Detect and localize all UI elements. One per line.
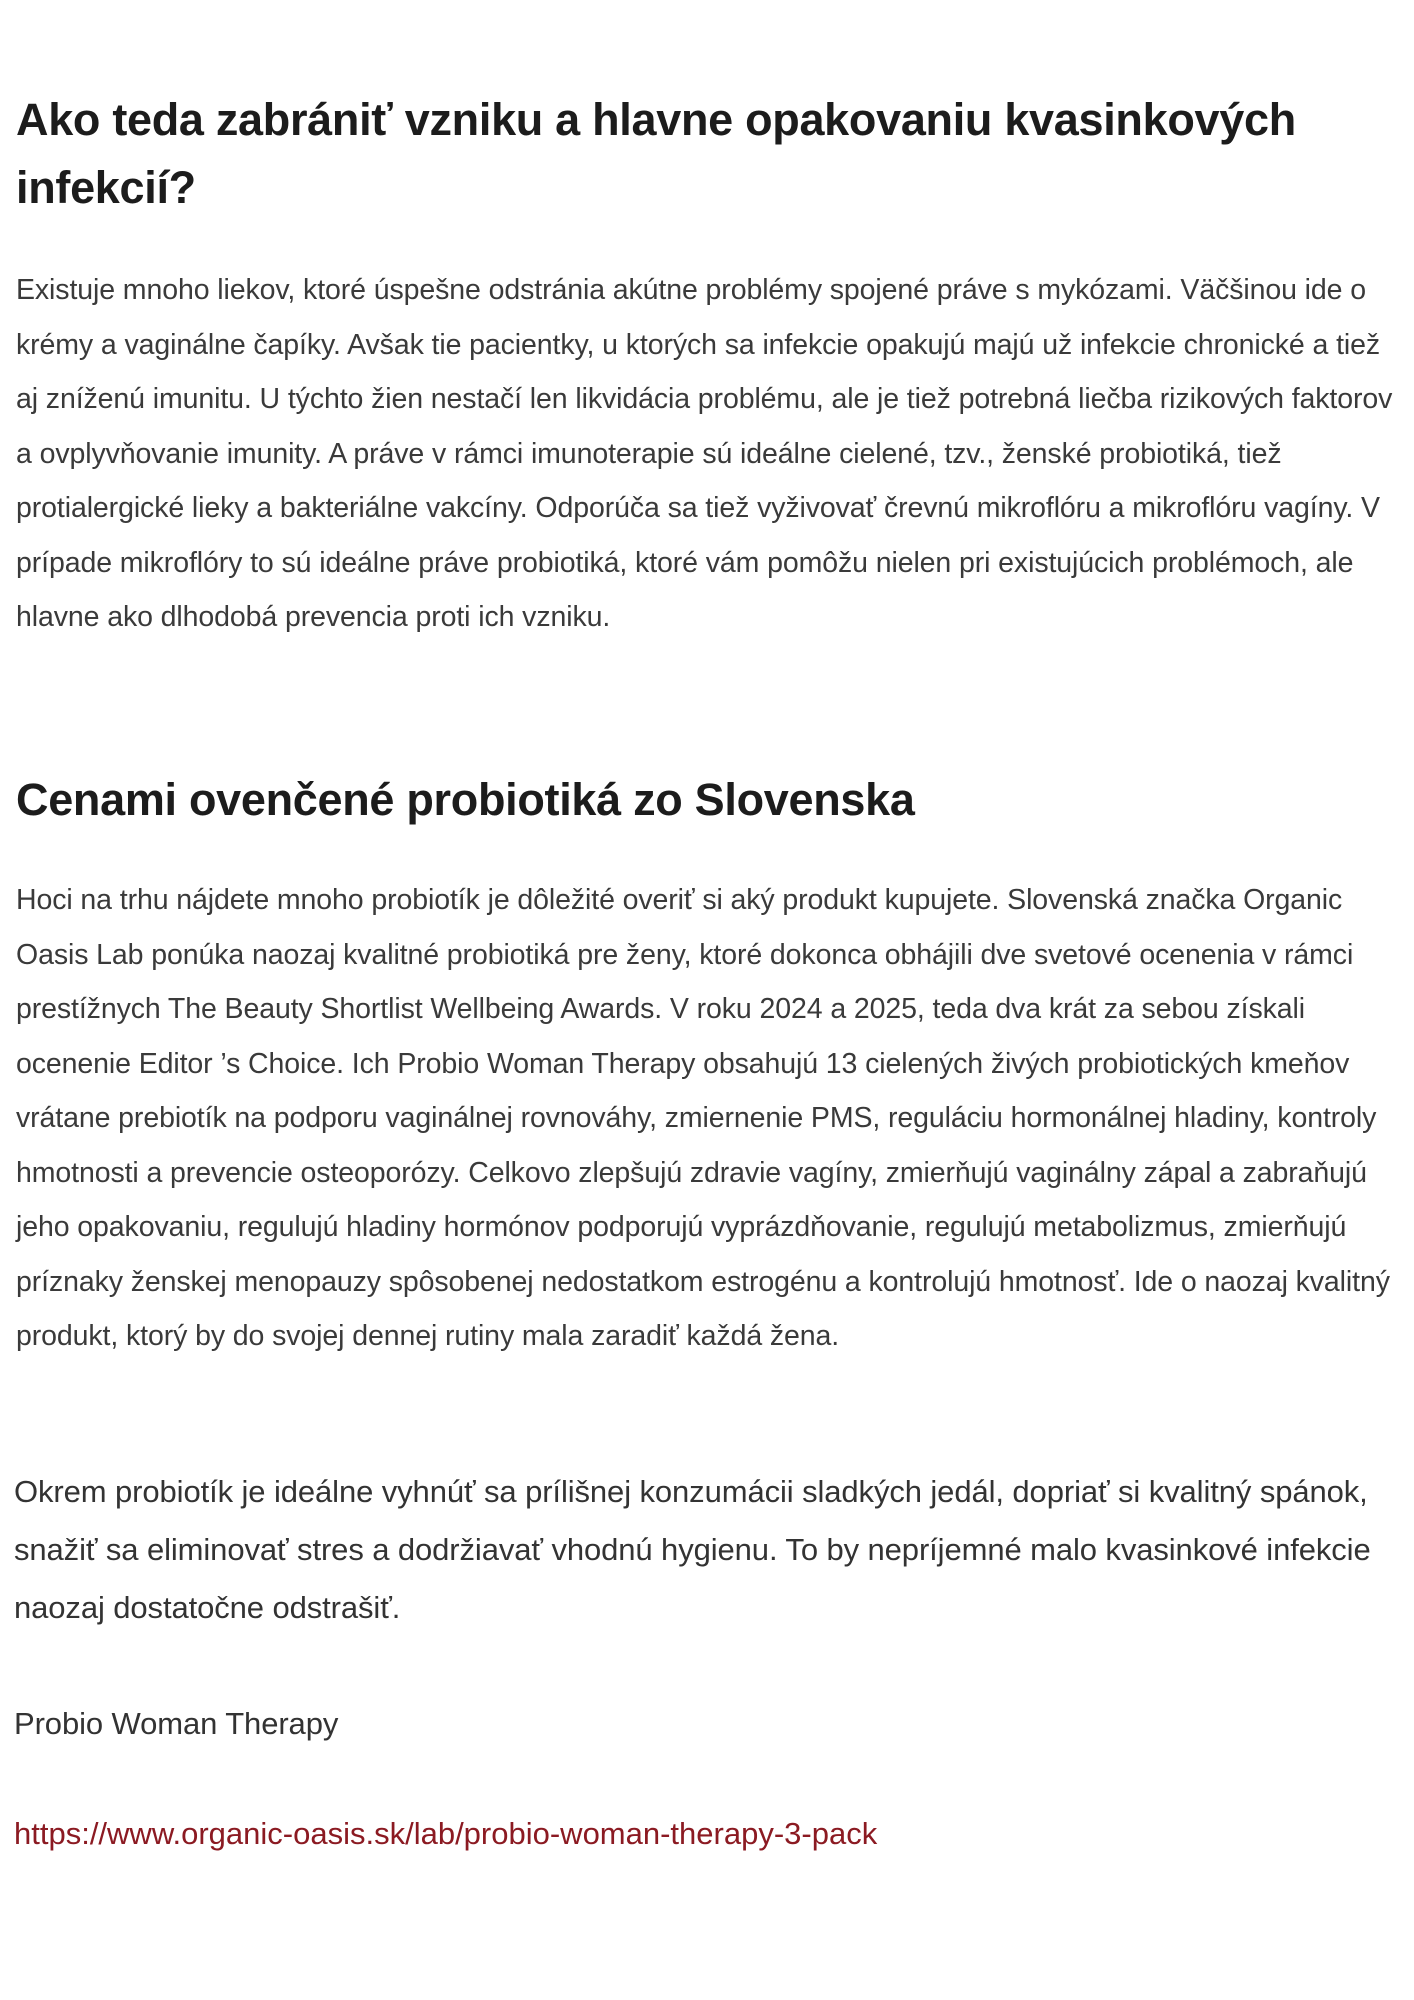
section-heading-prevention: Ako teda zabrániť vzniku a hlavne opakovaniu kvasinkových infekcií? [16,94,1296,213]
paragraph-lifestyle: Okrem probiotík je ideálne vyhnúť sa prílišnej konzumácii sladkých jedál, dopriať si kvalitný spánok, snažiť sa eliminovať stres a dodržiavať vhodnú hygienu. To by nepríjemné malo kvasinkové infekcie naozaj dostatočne odstrašiť. [14,1474,1371,1625]
product-link[interactable]: https://www.organic-oasis.sk/lab/probio-woman-therapy-3-pack [14,1816,878,1851]
section-heading-probiotics: Cenami ovenčené probiotiká zo Slovenska [16,774,915,825]
paragraph-probiotics: Hoci na trhu nájdete mnoho probiotík je dôležité overiť si aký produkt kupujete. Slovenská značka Organic Oasis Lab ponúka naozaj kvalitné probiotiká pre ženy, ktoré dokonca obhájili dve svetové ocenenia v rámci prestížnych The Beauty Shortlist Wellbeing Awards. V roku 2024 a 2025, teda dva krát za sebou získali ocenenie Editor ’s Choice. Ich Probio Woman Therapy obsahujú 13 cielených živých probiotických kmeňov vrátane prebiotík na podporu vaginálnej rovnováhy, zmiernenie PMS, reguláciu hormonálnej hladiny, kontroly hmotnosti a prevencie osteoporózy. Celkovo zlepšujú zdravie vagíny, zmierňujú vaginálny zápal a zabraňujú jeho opakovaniu, regulujú hladiny hormónov podporujú vyprázdňovanie, regulujú metabolizmus, zmierňujú príznaky ženskej menopauzy spôsobenej nedostatkom estrogénu a kontrolujú hmotnosť. Ide o naozaj kvalitný produkt, ktorý by do svojej dennej rutiny mala zaradiť každá žena. [16,884,1390,1352]
paragraph-treatment: Existuje mnoho liekov, ktoré úspešne odstránia akútne problémy spojené práve s mykózami. Väčšinou ide o krémy a vaginálne čapíky. Avšak tie pacientky, u ktorých sa infekcie opakujú majú už infekcie chronické a tiež aj zníženú imunitu. U týchto žien nestačí len likvidácia problému, ale je tiež potrebná liečba rizikových faktorov a ovplyvňovanie imunity. A práve v rámci imunoterapie sú ideálne cielené, tzv., ženské probiotiká, tiež protialergické lieky a bakteriálne vakcíny. Odporúča sa tiež vyživovať črevnú mikroflóru a mikroflóru vagíny. V prípade mikroflóry to sú ideálne práve probiotiká, ktoré vám pomôžu nielen pri existujúcich problémoch, ale hlavne ako dlhodobá prevencia proti ich vzniku. [16,274,1393,633]
product-name: Probio Woman Therapy [14,1706,339,1741]
